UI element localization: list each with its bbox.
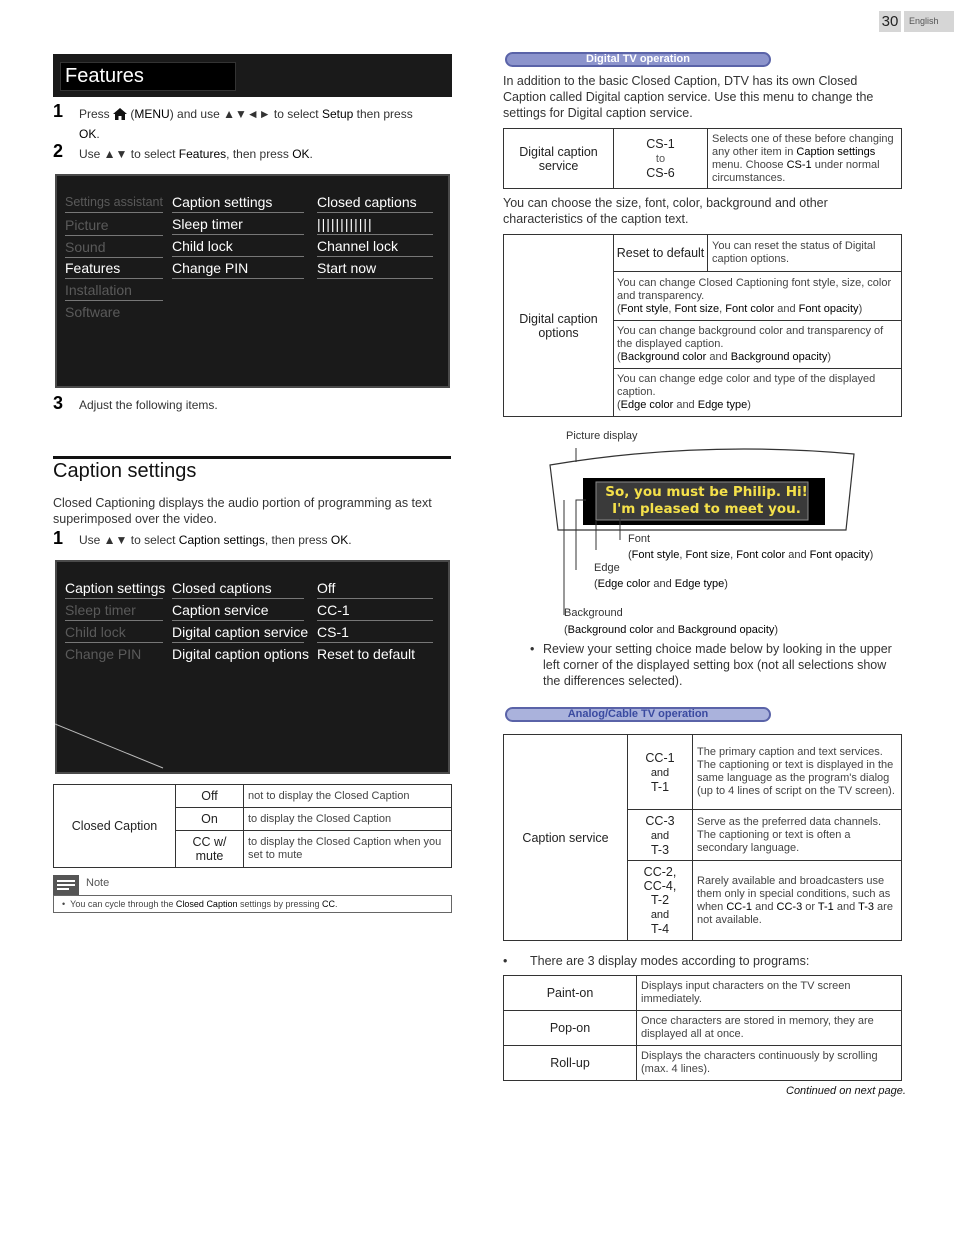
closed-caption-table bbox=[53, 784, 452, 868]
menu-item-caption-settings[interactable]: Caption settings bbox=[172, 192, 304, 213]
dco-font-desc: You can change Closed Captioning font style, size, color and transparency. (Font style, Font size, Font color and Font opacity) bbox=[614, 272, 902, 321]
step-1-number: 1 bbox=[53, 101, 64, 121]
menu-item-sound[interactable]: Sound bbox=[65, 237, 163, 258]
menu-item-settings-assistant[interactable]: Settings assistant bbox=[65, 192, 163, 213]
value-cs-1: CS-1 bbox=[317, 622, 433, 643]
digital-intro: In addition to the basic Closed Caption, DTV has its own Closed Caption called Digital caption service. Use this menu to change the settings for Digital caption service. bbox=[503, 74, 874, 120]
cs-r3-desc: Rarely available and broadcasters use them only in special conditions, such as when CC-1 and CC-3 or T-1 and T-3 are not available. bbox=[693, 861, 902, 941]
features-title: Features bbox=[60, 62, 236, 91]
caption-step-1-number: 1 bbox=[53, 528, 64, 548]
digital-para2: You can choose the size, font, color, background and other characteristics of the caption text. bbox=[503, 196, 828, 226]
step-1-text: Press (MENU) and use ▲▼◄► to select Setup then press OK. bbox=[79, 107, 413, 141]
menu-item-digital-caption-options[interactable]: Digital caption options bbox=[172, 646, 309, 662]
cc-off-desc: not to display the Closed Caption bbox=[244, 785, 452, 808]
mode-paint-on-desc: Displays input characters on the TV screen immediately. bbox=[637, 976, 902, 1011]
step-3-number: 3 bbox=[53, 393, 64, 413]
features-header bbox=[53, 54, 452, 97]
mode-paint-on: Paint-on bbox=[504, 976, 637, 1011]
font-label: Font bbox=[628, 533, 651, 545]
step-3-text: Adjust the following items. bbox=[79, 398, 218, 412]
dcs-key: CS-1 to CS-6 bbox=[614, 129, 708, 189]
menu-item-sleep-timer[interactable]: Sleep timer bbox=[172, 214, 304, 235]
modes-intro: There are 3 display modes according to programs: bbox=[530, 954, 810, 968]
caption-intro: Closed Captioning displays the audio portion of programming as text superimposed over the video. bbox=[53, 496, 432, 526]
menu-item-software[interactable]: Software bbox=[65, 304, 121, 320]
analog-cable-pill: Analog/Cable TV operation bbox=[505, 707, 771, 722]
caption-sample-text: So, you must be Philip. Hi! I'm pleased to meet you. bbox=[605, 484, 808, 517]
menu-item-digital-caption-service[interactable]: Digital caption service bbox=[172, 622, 304, 643]
step-2-text: Use ▲▼ to select Features, then press OK. bbox=[79, 147, 313, 161]
cs-r1-desc: The primary caption and text services. The captioning or text is displayed in the same language as the program's dialog (up to 4 lines of script on the TV screen). bbox=[693, 735, 902, 810]
mode-roll-up-desc: Displays the characters continuously by scrolling (max. 4 lines). bbox=[637, 1046, 902, 1081]
page-number: 30 bbox=[879, 11, 901, 32]
note-box: • You can cycle through the Closed Caption settings by pressing CC. bbox=[53, 895, 452, 913]
value-channel-lock: Channel lock bbox=[317, 236, 433, 257]
menu-item-sleep-timer-left[interactable]: Sleep timer bbox=[65, 600, 163, 621]
cs-r2-desc: Serve as the preferred data channels. The captioning or text is often a secondary language. bbox=[693, 810, 902, 861]
edge-detail: (Edge color and Edge type) bbox=[594, 578, 728, 590]
digital-caption-service-table bbox=[503, 128, 902, 189]
modes-bullet: • bbox=[503, 954, 508, 968]
cs-label: Caption service bbox=[504, 735, 628, 941]
edge-label: Edge bbox=[594, 562, 620, 574]
section-rule bbox=[53, 456, 451, 459]
menu-item-closed-captions[interactable]: Closed captions bbox=[172, 578, 304, 599]
mode-pop-on: Pop-on bbox=[504, 1011, 637, 1046]
language-tag: English bbox=[904, 11, 954, 32]
value-start-now: Start now bbox=[317, 258, 433, 279]
font-detail: (Font style, Font size, Font color and Font opacity) bbox=[628, 549, 874, 561]
menu-item-caption-service[interactable]: Caption service bbox=[172, 600, 304, 621]
cc-mute-desc: to display the Closed Caption when you set to mute bbox=[244, 831, 452, 868]
value-off: Off bbox=[317, 578, 433, 599]
cc-off-key: Off bbox=[176, 785, 244, 808]
menu-item-child-lock[interactable]: Child lock bbox=[172, 236, 304, 257]
cc-table-label: Closed Caption bbox=[54, 785, 176, 868]
background-detail: (Background color and Background opacity) bbox=[564, 624, 779, 636]
menu-item-child-lock-left[interactable]: Child lock bbox=[65, 622, 163, 643]
menu-item-installation[interactable]: Installation bbox=[65, 280, 163, 301]
dcs-desc: Selects one of these before changing any other item in Caption settings menu. Choose CS-1 under normal circumstances. bbox=[708, 129, 902, 189]
home-icon bbox=[113, 107, 127, 125]
cc-mute-key: CC w/ mute bbox=[176, 831, 244, 868]
review-bullet: • bbox=[530, 642, 535, 656]
cc-on-desc: to display the Closed Caption bbox=[244, 808, 452, 831]
continued-note: Continued on next page. bbox=[786, 1085, 906, 1097]
dco-label: Digital caption options bbox=[504, 235, 614, 417]
menu-item-change-pin[interactable]: Change PIN bbox=[172, 258, 304, 279]
menu-item-picture[interactable]: Picture bbox=[65, 215, 163, 236]
value-cc-1: CC-1 bbox=[317, 600, 433, 621]
caption-service-table bbox=[503, 734, 902, 941]
setup-menu-screen bbox=[55, 174, 450, 388]
background-label: Background bbox=[564, 607, 623, 619]
cc-on-key: On bbox=[176, 808, 244, 831]
caption-menu-screen bbox=[55, 560, 450, 774]
dco-edge-desc: You can change edge color and type of the displayed caption. (Edge color and Edge type) bbox=[614, 369, 902, 417]
review-text: Review your setting choice made below by looking in the upper left corner of the displayed setting box (not all selections show the differences selected). bbox=[543, 642, 892, 688]
cs-r1-key: CC-1 and T-1 bbox=[628, 735, 693, 810]
display-modes-table bbox=[503, 975, 902, 1081]
value-closed-captions: Closed captions bbox=[317, 192, 433, 213]
step-2-number: 2 bbox=[53, 141, 64, 161]
picture-display-label: Picture display bbox=[566, 430, 638, 442]
menu-item-caption-settings-left[interactable]: Caption settings bbox=[65, 578, 163, 599]
mode-pop-on-desc: Once characters are stored in memory, they are displayed all at once. bbox=[637, 1011, 902, 1046]
menu-item-change-pin-left[interactable]: Change PIN bbox=[65, 646, 142, 662]
dco-bg-desc: You can change background color and transparency of the displayed caption. (Background color and Background opacity) bbox=[614, 321, 902, 369]
note-icon bbox=[53, 875, 79, 895]
dcs-label: Digital caption service bbox=[504, 129, 614, 189]
cs-r2-key: CC-3 and T-3 bbox=[628, 810, 693, 861]
caption-step-1-text: Use ▲▼ to select Caption settings, then press OK. bbox=[79, 533, 352, 547]
sleep-timer-bar: |||||||||||| bbox=[317, 214, 433, 235]
value-reset-to-default: Reset to default bbox=[317, 646, 416, 662]
dco-reset-desc: You can reset the status of Digital caption options. bbox=[708, 235, 902, 272]
digital-caption-options-table bbox=[503, 234, 902, 417]
note-label: Note bbox=[86, 877, 110, 889]
menu-item-features[interactable]: Features bbox=[65, 258, 163, 279]
mode-roll-up: Roll-up bbox=[504, 1046, 637, 1081]
caption-settings-title: Caption settings bbox=[53, 460, 197, 482]
digital-tv-pill: Digital TV operation bbox=[505, 52, 771, 67]
dco-reset-key: Reset to default bbox=[614, 235, 708, 272]
cs-r3-key: CC-2, CC-4, T-2 and T-4 bbox=[628, 861, 693, 941]
menu-decorative-line bbox=[55, 722, 167, 770]
